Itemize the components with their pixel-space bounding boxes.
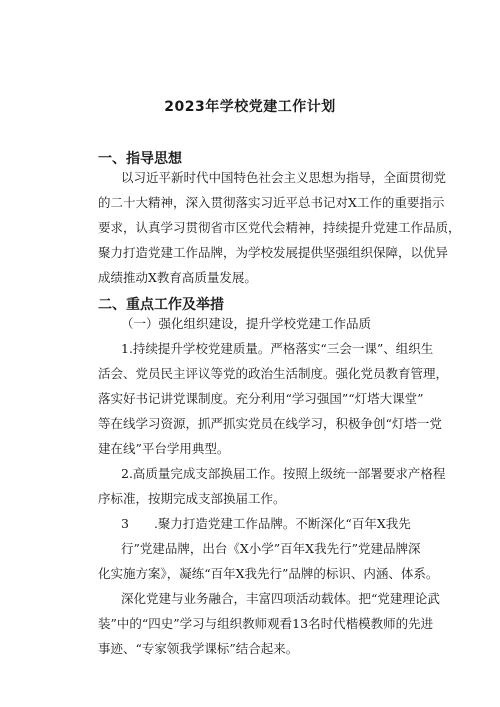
subsection-heading: （一）强化组织建设，提升学校党建工作品质 bbox=[121, 316, 372, 331]
section-heading-guiding: 一、指导思想 bbox=[98, 151, 182, 167]
paragraph-line: 落实好书记讲党课制度。充分利用“学习强国”“灯塔大课堂” bbox=[98, 391, 424, 406]
paragraph-line: 序标准，按期完成支部换届工作。 bbox=[98, 491, 286, 506]
paragraph-line: 以习近平新时代中国特色社会主义思想为指导，全面贯彻党 bbox=[121, 170, 447, 185]
paragraph-line: 要求，认真学习贯彻省市区党代会精神，持续提升党建工作品质， bbox=[98, 220, 461, 235]
paragraph-line: 的二十大精神，深入贯彻落实习近平总书记对X工作的重要指示 bbox=[98, 195, 445, 210]
paragraph-line: 行”党建品牌，出台《X小学”百年X我先行”党建品牌深 bbox=[121, 541, 421, 556]
page-title: 2023年学校党建工作计划 bbox=[164, 99, 336, 115]
paragraph-line: 等在线学习资源，抓严抓实党员在线学习，积极争创“灯塔一党 bbox=[98, 416, 442, 431]
paragraph-line: 聚力打造党建工作品牌，为学校发展提供坚强组织保障，以优异 bbox=[98, 245, 449, 260]
paragraph-line: 建在线”平台学用典型。 bbox=[98, 441, 230, 456]
paragraph-line: 成绩推动X教育高质量发展。 bbox=[98, 270, 257, 285]
paragraph-line: 深化党建与业务融合，丰富四项活动载体。把“党建理论武 bbox=[121, 591, 440, 606]
paragraph-line: 2.高质量完成支部换届工作。按照上级统一部署要求产格程 bbox=[121, 466, 446, 481]
section-heading-key-work: 二、重点工作及举措 bbox=[98, 297, 224, 313]
paragraph-line: 活会、党员民主评议等党的政治生活制度。强化党员教育管理， bbox=[98, 366, 449, 381]
paragraph-line: 装”中的“四史”学习与组织教师观看13名时代楷模教师的先进 bbox=[98, 616, 434, 631]
paragraph-line: 化实施方案》，凝练“百年X我先行”品牌的标识、内涵、体系。 bbox=[98, 566, 439, 581]
paragraph-line: 3 .聚力打造党建工作品牌。不断深化“百年X我先 bbox=[121, 516, 411, 531]
paragraph-line: 1.持续提升学校党建质量。严格落实“三会一课”、组织生 bbox=[121, 341, 434, 356]
paragraph-line: 事迹、“专家领我学课标”结合起来。 bbox=[98, 641, 299, 656]
